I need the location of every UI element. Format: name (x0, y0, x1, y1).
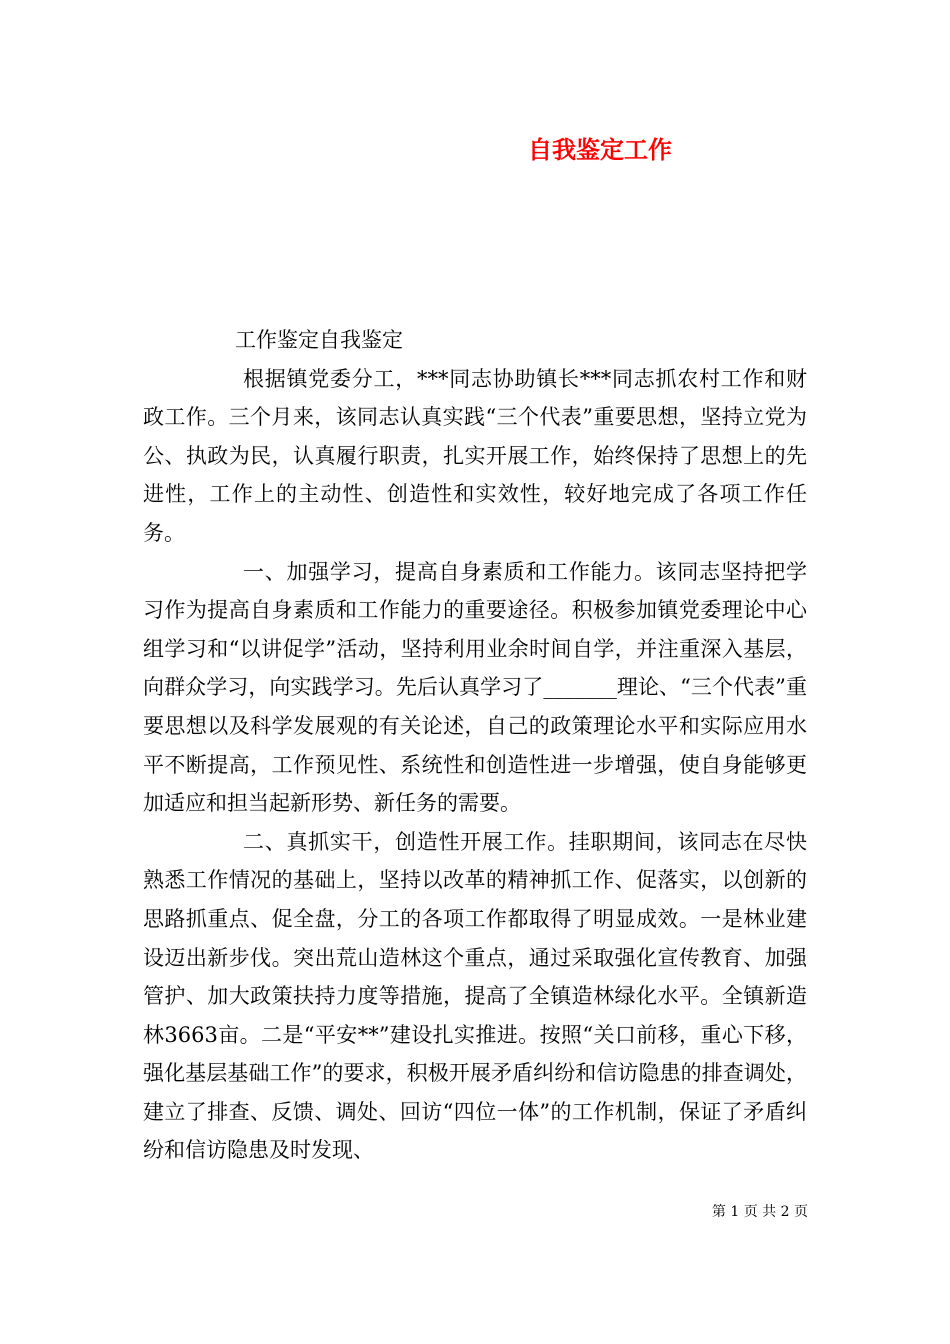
page-footer: 第 1 页 共 2 页 (711, 1204, 808, 1220)
paragraph-study: 一、加强学习，提高自身素质和工作能力。该同志坚持把学习作为提高自身素质和工作能力的重要途径。积极参加镇党委理论中心组学习和“以讲促学”活动，坚持利用业余时间自学，并注重深入基层，向群众学习，向实践学习。先后认真学习了_______理论、“三个代表”重要思想以及科学发展观的有关论述，自己的政策理论水平和实际应用水平不断提高，工作预见性、系统性和创造性进一步增强，使自身能够更加适应和担当起新形势、新任务的需要。 (143, 559, 807, 816)
paragraph-intro: 根据镇党委分工，***同志协助镇长***同志抓农村工作和财政工作。三个月来，该同志认真实践“三个代表”重要思想，坚持立党为公、执政为民，认真履行职责，扎实开展工作，始终保持了思想上的先进性，工作上的主动性、创造性和实效性，较好地完成了各项工作任务。 (143, 366, 807, 545)
document-title: 自我鉴定工作 (528, 135, 672, 164)
paragraph-work: 二、真抓实干，创造性开展工作。挂职期间，该同志在尽快熟悉工作情况的基础上，坚持以改革的精神抓工作、促落实，以创新的思路抓重点、促全盘，分工的各项工作都取得了明显成效。一是林业建设迈出新步伐。突出荒山造林这个重点，通过采取强化宣传教育、加强管护、加大政策扶持力度等措施，提高了全镇造林绿化水平。全镇新造林3663亩。二是“平安**”建设扎实推进。按照“关口前移，重心下移，强化基层基础工作”的要求，积极开展矛盾纠纷和信访隐患的排查调处，建立了排查、反馈、调处、回访“四位一体”的工作机制，保证了矛盾纠纷和信访隐患及时发现、 (143, 829, 807, 1163)
document-body (143, 321, 807, 1170)
document-subtitle: 工作鉴定自我鉴定 (235, 328, 403, 352)
